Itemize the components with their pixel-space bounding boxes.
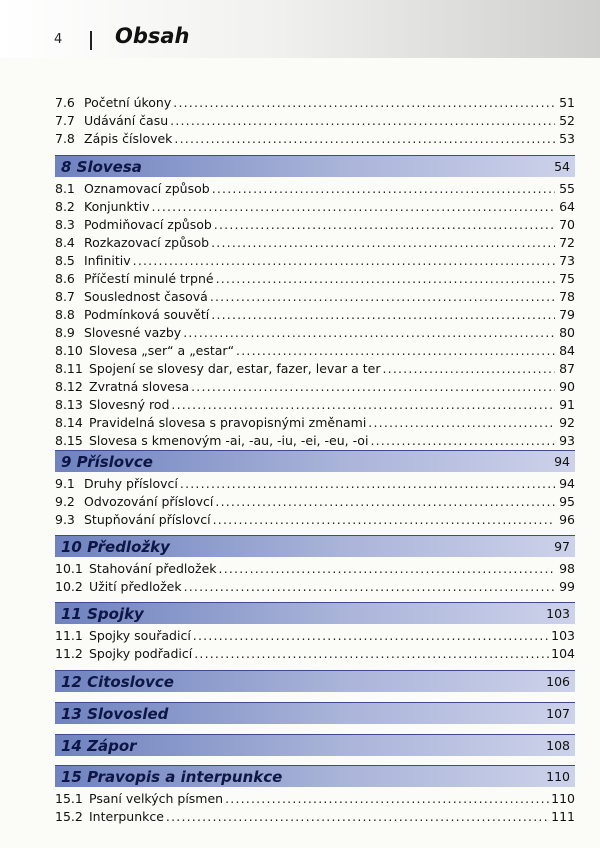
chapter-page-number: 110 (546, 769, 570, 784)
dot-leader (213, 512, 555, 528)
section-page-number: 99 (559, 579, 575, 594)
section-title: Zvratná slovesa (89, 379, 190, 394)
chapter-page-number: 106 (546, 674, 570, 689)
section-page-number: 79 (559, 307, 575, 322)
section-title: Zápis číslovek (84, 131, 173, 146)
chapter-heading[interactable] (55, 765, 575, 787)
section-number: 8.15 (55, 433, 83, 448)
chapter-page-number: 54 (554, 159, 570, 174)
section-number: 8.10 (55, 343, 83, 358)
section-page-number: 92 (559, 415, 575, 430)
section-page-number: 103 (551, 628, 575, 643)
section-number: 7.7 (55, 113, 75, 128)
section-number: 7.8 (55, 131, 75, 146)
section-page-number: 80 (559, 325, 575, 340)
section-title: Stahování předložek (89, 561, 217, 576)
section-title: Rozkazovací způsob (84, 235, 210, 250)
toc-entry[interactable] (55, 415, 575, 431)
dot-leader (215, 494, 555, 510)
section-title: Druhy příslovcí (84, 476, 178, 491)
section-title: Pravidelná slovesa s pravopisnými změnami (89, 415, 367, 430)
chapter-heading[interactable] (55, 155, 575, 177)
dot-leader (219, 561, 555, 577)
dot-leader (236, 343, 555, 359)
section-title: Interpunkce (89, 809, 164, 824)
section-page-number: 84 (559, 343, 575, 358)
chapter-title: 15 Pravopis a interpunkce (61, 767, 283, 786)
section-page-number: 55 (559, 181, 575, 196)
dot-leader (210, 289, 555, 305)
chapter-title: 12 Citoslovce (61, 672, 174, 691)
section-number: 8.14 (55, 415, 83, 430)
section-number: 7.6 (55, 95, 75, 110)
section-title: Slovesné vazby (84, 325, 182, 340)
section-page-number: 104 (551, 646, 575, 661)
section-title: Podmínková souvětí (84, 307, 210, 322)
section-number: 9.3 (55, 512, 75, 527)
section-number: 10.1 (55, 561, 83, 576)
section-number: 11.2 (55, 646, 83, 661)
toc-entry[interactable] (55, 791, 575, 807)
page-title: Obsah (115, 24, 190, 48)
chapter-page-number: 103 (546, 606, 570, 621)
toc-entry[interactable] (55, 361, 575, 377)
dot-leader (225, 791, 549, 807)
section-page-number: 93 (559, 433, 575, 448)
section-title: Slovesný rod (89, 397, 170, 412)
toc-entry[interactable] (55, 95, 575, 111)
section-title: Udávání času (84, 113, 169, 128)
section-page-number: 51 (559, 95, 575, 110)
section-page-number: 87 (559, 361, 575, 376)
toc-entry[interactable] (55, 217, 575, 233)
section-number: 8.4 (55, 235, 75, 250)
section-title: Stupňování příslovcí (84, 512, 211, 527)
section-title: Spojení se slovesy dar, estar, fazer, levar a ter (89, 361, 381, 376)
toc-entry[interactable] (55, 307, 575, 323)
dot-leader (212, 181, 555, 197)
toc-entry[interactable] (55, 809, 575, 825)
section-number: 9.1 (55, 476, 75, 491)
page-number: 4 (54, 32, 63, 47)
dot-leader (211, 307, 555, 323)
section-page-number: 110 (551, 791, 575, 806)
dot-leader (133, 253, 555, 269)
section-title: Spojky podřadicí (89, 646, 193, 661)
toc-entry[interactable] (55, 397, 575, 413)
toc-entry[interactable] (55, 561, 575, 577)
section-number: 8.3 (55, 217, 75, 232)
toc-entry[interactable] (55, 325, 575, 341)
chapter-heading[interactable] (55, 734, 575, 756)
section-page-number: 75 (559, 271, 575, 286)
toc-entry[interactable] (55, 199, 575, 215)
dot-leader (166, 809, 549, 825)
chapter-title: 8 Slovesa (61, 157, 142, 176)
section-title: Spojky souřadicí (89, 628, 191, 643)
section-page-number: 78 (559, 289, 575, 304)
chapter-page-number: 108 (546, 738, 570, 753)
chapter-heading[interactable] (55, 450, 575, 472)
chapter-page-number: 107 (546, 706, 570, 721)
dot-leader (180, 476, 555, 492)
dot-leader (216, 271, 555, 287)
toc-entry[interactable] (55, 343, 575, 359)
section-number: 15.1 (55, 791, 83, 806)
dot-leader (183, 325, 555, 341)
dot-leader (170, 113, 555, 129)
section-page-number: 90 (559, 379, 575, 394)
toc-entry[interactable] (55, 235, 575, 251)
section-page-number: 96 (559, 512, 575, 527)
section-number: 8.11 (55, 361, 83, 376)
section-number: 8.13 (55, 397, 83, 412)
chapter-title: 13 Slovosled (61, 704, 169, 723)
dot-leader (211, 235, 555, 251)
section-title: Podmiňovací způsob (84, 217, 212, 232)
toc-entry[interactable] (55, 433, 575, 449)
section-number: 8.7 (55, 289, 75, 304)
chapter-page-number: 94 (554, 454, 570, 469)
section-page-number: 98 (559, 561, 575, 576)
section-page-number: 70 (559, 217, 575, 232)
dot-leader (382, 361, 555, 377)
header-divider (90, 31, 92, 50)
section-number: 11.1 (55, 628, 83, 643)
chapter-heading[interactable] (55, 670, 575, 692)
section-page-number: 91 (559, 397, 575, 412)
toc-entry[interactable] (55, 476, 575, 492)
toc-entry[interactable] (55, 113, 575, 129)
section-number: 15.2 (55, 809, 83, 824)
toc-entry[interactable] (55, 181, 575, 197)
section-number: 8.1 (55, 181, 75, 196)
section-page-number: 94 (559, 476, 575, 491)
chapter-heading[interactable] (55, 602, 575, 624)
section-title: Oznamovací způsob (84, 181, 210, 196)
chapter-heading[interactable] (55, 702, 575, 724)
toc-entry[interactable] (55, 253, 575, 269)
dot-leader (193, 628, 549, 644)
section-page-number: 72 (559, 235, 575, 250)
dot-leader (370, 433, 555, 449)
section-number: 8.9 (55, 325, 75, 340)
section-title: Slovesa s kmenovým -ai, -au, -iu, -ei, -eu, -oi (89, 433, 369, 448)
dot-leader (191, 379, 555, 395)
toc-entry[interactable] (55, 131, 575, 147)
toc-entry[interactable] (55, 289, 575, 305)
toc-entry[interactable] (55, 379, 575, 395)
section-title: Odvozování příslovcí (84, 494, 214, 509)
dot-leader (151, 199, 555, 215)
toc-entry[interactable] (55, 579, 575, 595)
section-title: Užití předložek (89, 579, 182, 594)
section-title: Psaní velkých písmen (89, 791, 224, 806)
section-number: 8.2 (55, 199, 75, 214)
chapter-title: 10 Předložky (61, 537, 170, 556)
dot-leader (173, 95, 555, 111)
section-number: 8.12 (55, 379, 83, 394)
chapter-title: 11 Spojky (61, 604, 144, 623)
dot-leader (171, 397, 555, 413)
section-title: Infinitiv (84, 253, 131, 268)
section-number: 8.6 (55, 271, 75, 286)
chapter-title: 14 Zápor (61, 736, 137, 755)
toc-entry[interactable] (55, 646, 575, 662)
section-title: Souslednost časová (84, 289, 208, 304)
section-title: Příčestí minulé trpné (84, 271, 214, 286)
section-page-number: 95 (559, 494, 575, 509)
section-page-number: 52 (559, 113, 575, 128)
section-title: Konjunktiv (84, 199, 150, 214)
dot-leader (368, 415, 555, 431)
toc-entry[interactable] (55, 512, 575, 528)
dot-leader (214, 217, 555, 233)
section-title: Slovesa „ser“ a „estar“ (89, 343, 235, 358)
section-number: 10.2 (55, 579, 83, 594)
toc-entry[interactable] (55, 271, 575, 287)
section-number: 8.5 (55, 253, 75, 268)
section-page-number: 73 (559, 253, 575, 268)
chapter-page-number: 97 (554, 539, 570, 554)
dot-leader (184, 579, 555, 595)
dot-leader (174, 131, 555, 147)
toc-entry[interactable] (55, 628, 575, 644)
section-title: Početní úkony (84, 95, 172, 110)
chapter-title: 9 Příslovce (61, 452, 153, 471)
dot-leader (194, 646, 549, 662)
section-page-number: 53 (559, 131, 575, 146)
section-number: 8.8 (55, 307, 75, 322)
section-number: 9.2 (55, 494, 75, 509)
section-page-number: 111 (551, 809, 575, 824)
section-page-number: 64 (559, 199, 575, 214)
chapter-heading[interactable] (55, 535, 575, 557)
toc-entry[interactable] (55, 494, 575, 510)
